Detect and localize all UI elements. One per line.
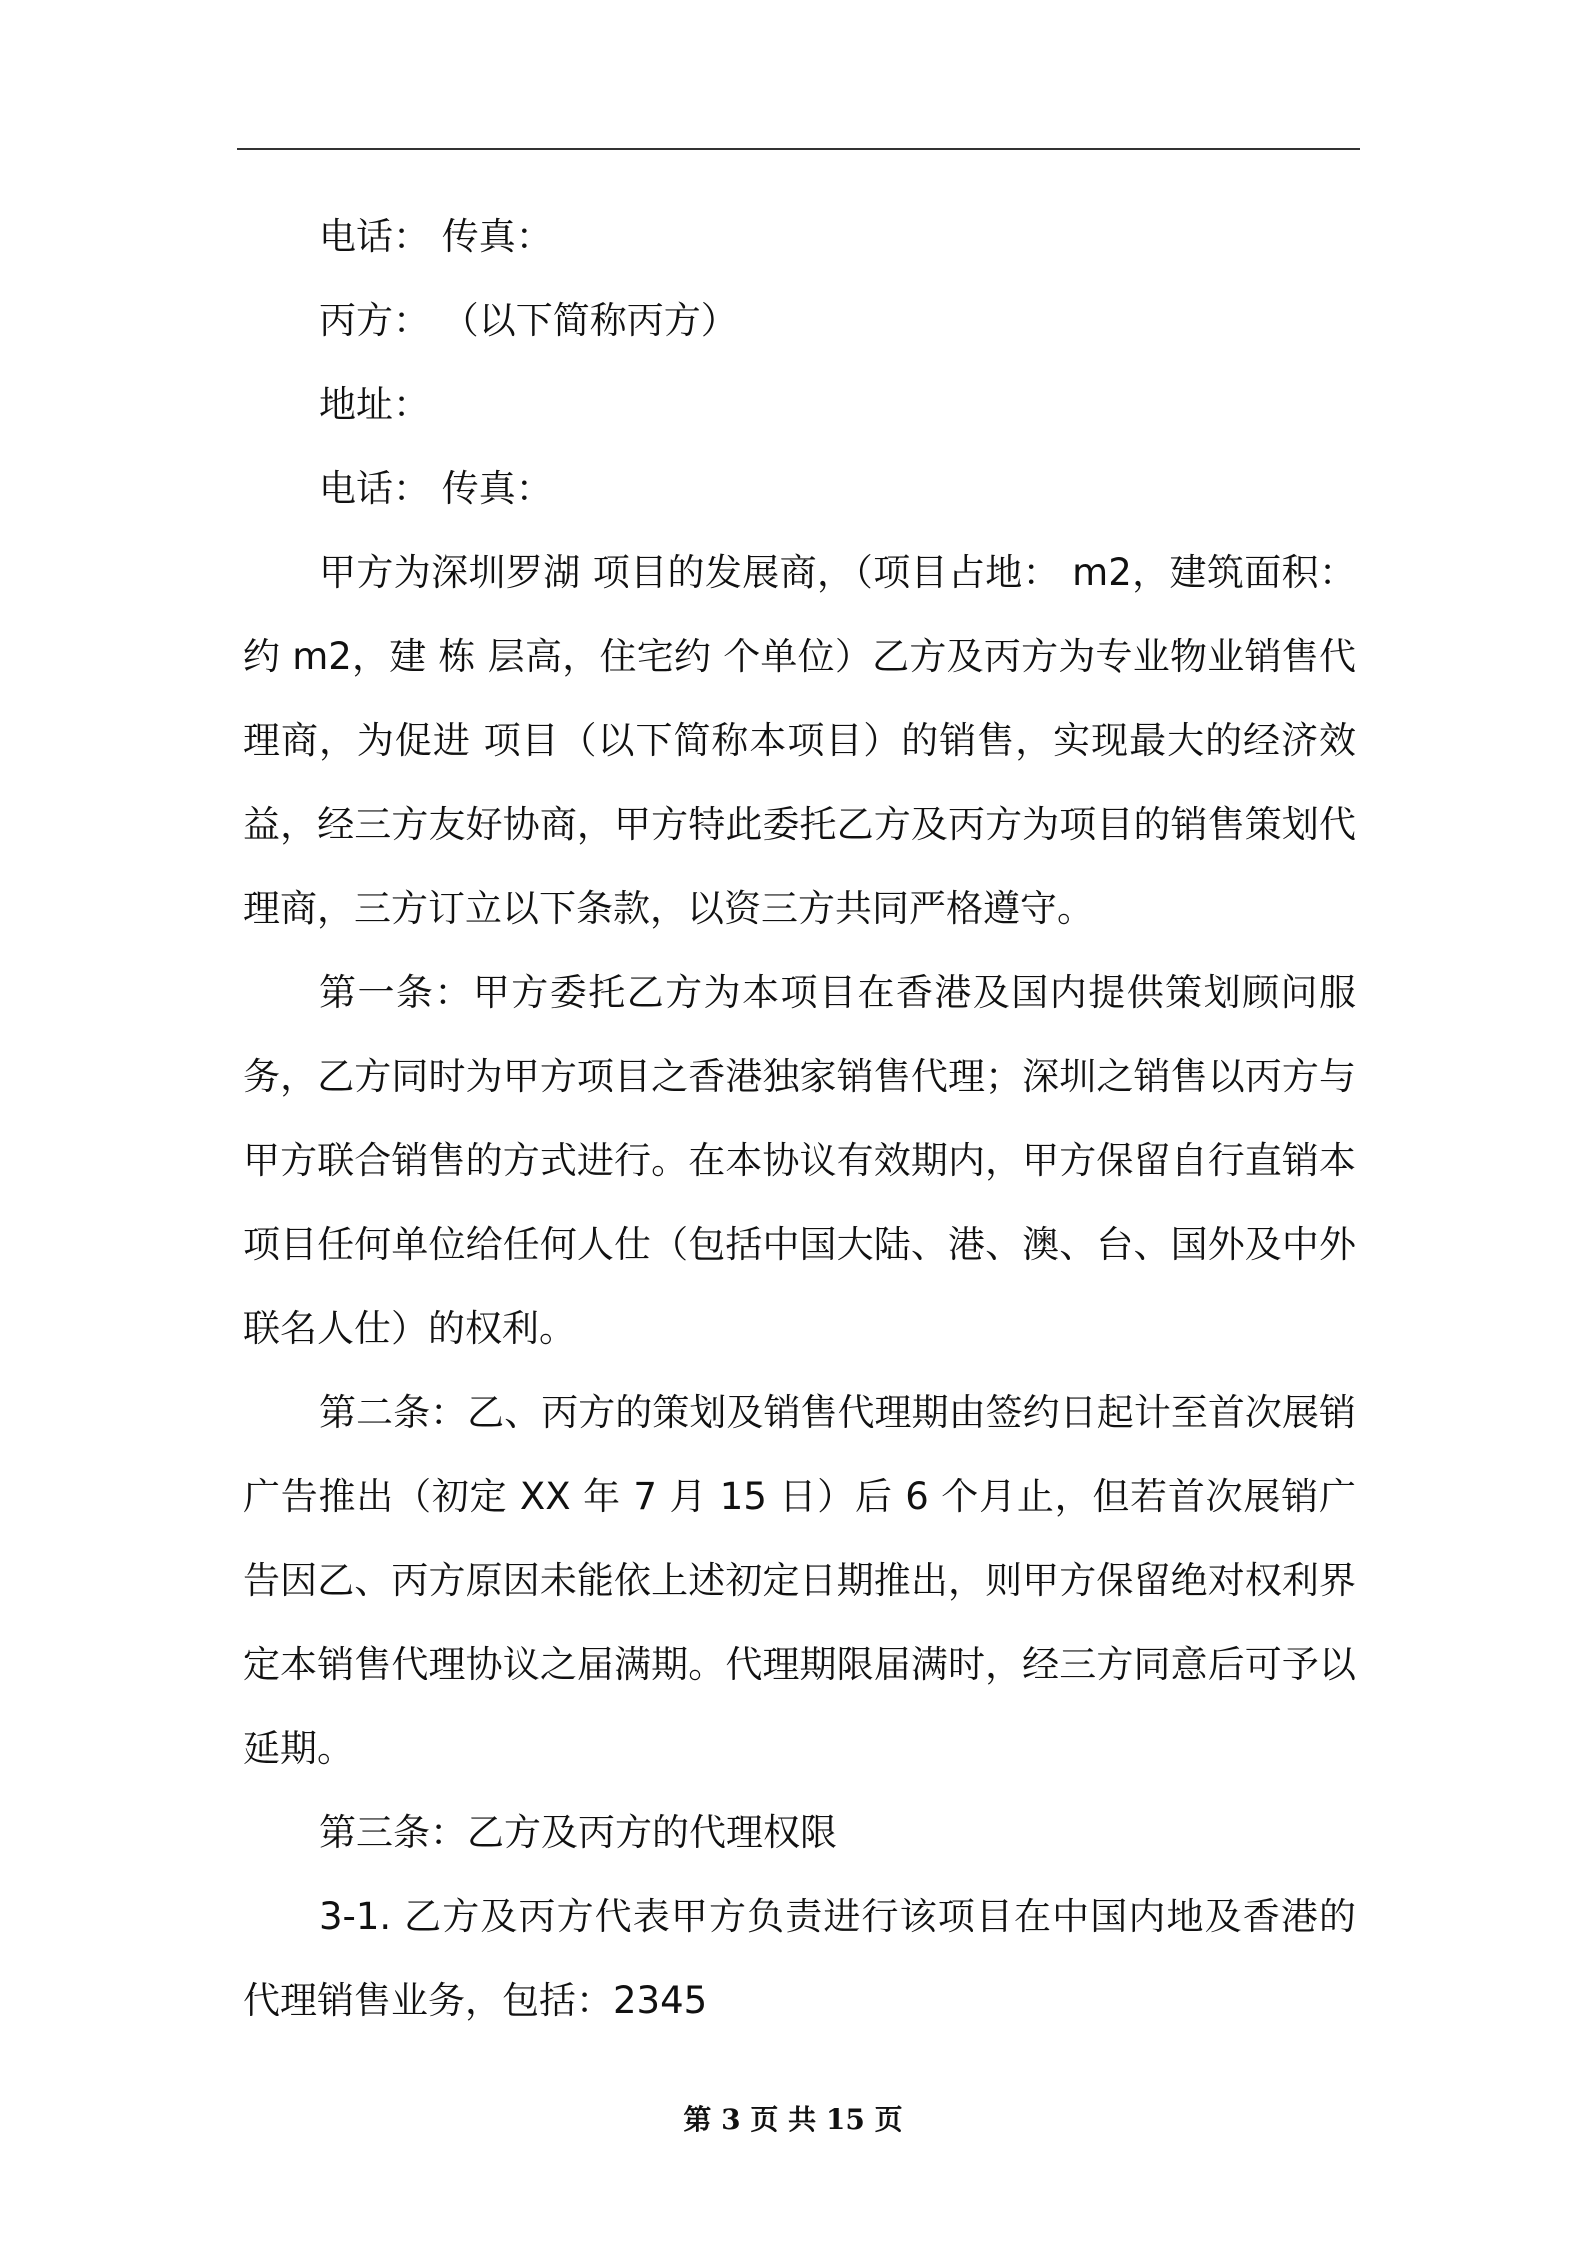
article-1-paragraph: 第一条：甲方委托乙方为本项目在香港及国内提供策划顾问服务，乙方同时为甲方项目之香港独家销售代理；深圳之销售以丙方与甲方联合销售的方式进行。在本协议有效期内，甲方保留自行直销本项目任何单位给任何人仕（包括中国大陆、港、澳、台、国外及中外联名人仕）的权利。: [243, 971, 1356, 1350]
intro-paragraph: 甲方为深圳罗湖 项目的发展商，（项目占地： m2，建筑面积：约 m2，建 栋 层高，住宅约 个单位）乙方及丙方为专业物业销售代理商，为促进 项目（以下简称本项目）的销售，实现最大的经济效益，经三方友好协商，甲方特此委托乙方及丙方为项目的销售策划代理商，三方订立以下条款，以资三方共同严格遵守。: [243, 551, 1356, 930]
article-3-heading: 第三条：乙方及丙方的代理权限: [319, 1811, 837, 1854]
contact-phone-fax-line: 电话： 传真：: [319, 215, 553, 258]
contact-phone-fax-line-2: 电话： 传真：: [319, 467, 553, 510]
clause-3-1-paragraph: 3-1. 乙方及丙方代表甲方负责进行该项目在中国内地及香港的代理销售业务，包括：2345: [243, 1895, 1356, 2022]
page-number-footer: 第 3 页 共 15 页: [683, 2103, 903, 2136]
party-c-line: 丙方： （以下简称丙方）: [319, 299, 738, 342]
address-line: 地址：: [319, 383, 430, 426]
document-body: [243, 195, 1356, 2043]
header-rule: [237, 148, 1360, 150]
article-2-paragraph: 第二条：乙、丙方的策划及销售代理期由签约日起计至首次展销广告推出（初定 XX 年 7 月 15 日）后 6 个月止，但若首次展销广告因乙、丙方原因未能依上述初定日期推出，则甲方保留绝对权利界定本销售代理协议之届满期。代理期限届满时，经三方同意后可予以延期。: [243, 1391, 1356, 1770]
